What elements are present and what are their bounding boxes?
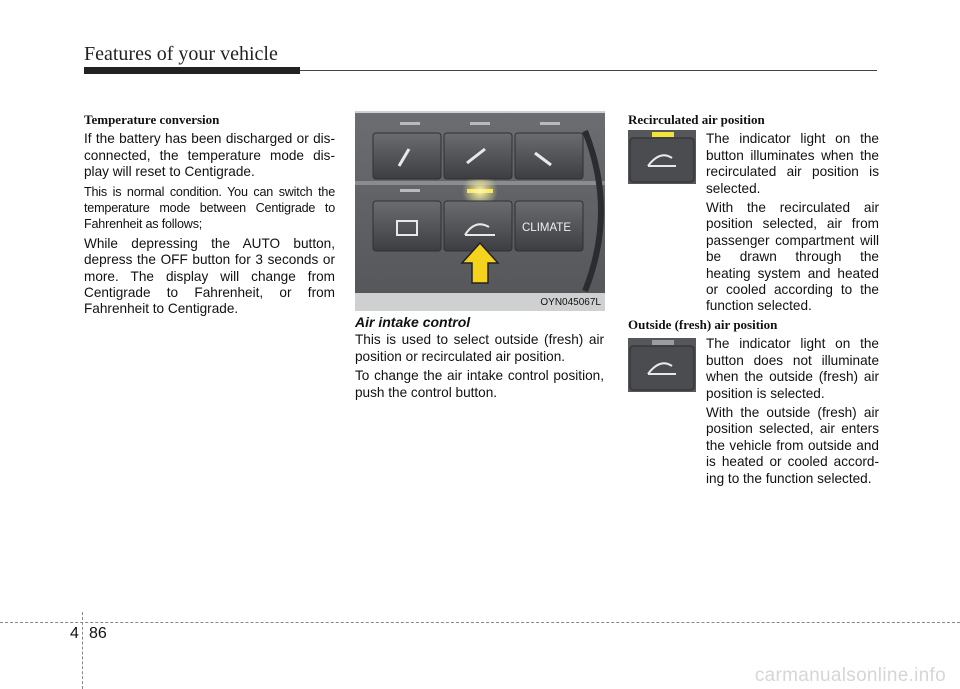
air-intake-section [355,314,604,404]
climate-button-label: CLIMATE [522,222,571,234]
page-number-value: 86 [89,625,107,642]
figure-caption: OYN045067L [540,297,601,308]
outside-air-button-image [628,338,696,392]
temperature-conversion-section [84,112,335,321]
temperature-paragraph-3: While depressing the AUTO button, depress the OFF button for 3 seconds or more. The display will change from Centigrade to Fahrenheit, or from Fahrenheit to Centigrade. [84,235,335,317]
page-header-title: Features of your vehicle [84,43,278,65]
recirculated-paragraph-1: The indicator light on the button illuminates when the recirculated air position is selected. [706,131,879,196]
climate-panel-illustration [355,111,605,311]
footer-rule [0,622,960,623]
recirculate-air-icon [628,130,696,184]
header-rule [300,70,877,71]
recirculated-button-image [628,130,696,184]
air-intake-heading: Air intake control [355,314,471,330]
temperature-conversion-heading: Temperature conversion [84,112,220,127]
footer-divider [82,612,83,689]
outside-air-icon [628,338,696,392]
climate-control-figure [355,111,605,311]
watermark: carmanualsonline.info [754,665,946,686]
section-number: 4 [70,625,79,642]
air-intake-paragraph-2: To change the air intake control position, push the control button. [355,368,604,400]
recirculated-paragraph-2: With the recirculated air position selected, air from passenger compartment will be drawn through the heating system and heated or cooled according to the function selected. [706,200,879,314]
outside-air-paragraph-1: The indicator light on the button does not illuminate when the outside (fresh) air position is selected. [706,336,879,401]
temperature-paragraph-1: If the battery has been discharged or dis-connected, the temperature mode dis-play will reset to Centigrade. [84,131,335,180]
page-number [70,625,107,643]
outside-air-paragraph-2: With the outside (fresh) air position selected, air enters the vehicle from outside and is heated or cooled accord-ing to the function selected. [706,405,879,486]
temperature-paragraph-2: This is normal condition. You can switch the temperature mode between Centigrade to Fahrenheit as follows; [84,184,335,232]
recirculated-heading: Recirculated air position [628,112,765,127]
outside-air-heading: Outside (fresh) air position [628,317,778,332]
air-intake-paragraph-1: This is used to select outside (fresh) air position or recirculated air position. [355,332,604,364]
header-bar [84,67,300,74]
